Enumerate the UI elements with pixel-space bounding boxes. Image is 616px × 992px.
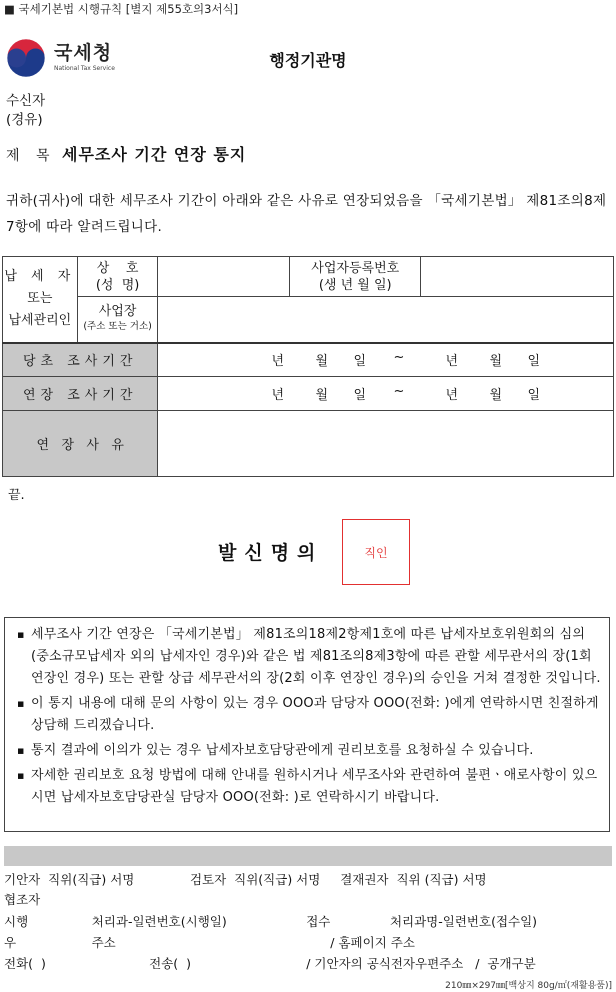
extended-period-label: 연장 조사기간 [3, 377, 158, 411]
taxpayer-label: 납 세 자 [4, 269, 76, 285]
subject-title: 세무조사 기간 연장 통지 [62, 145, 247, 164]
guidance-item: ▪ 이 통지 내용에 대해 문의 사항이 있는 경우 OOO과 담당자 OOO(전화: )에게 연락하시면 친절하게 상담해 드리겠습니다. [17, 693, 601, 737]
date-day: 일 [353, 388, 367, 403]
date-year: 년 [445, 354, 459, 370]
subject-label: 제 목 [6, 148, 56, 164]
date-month: 월 [315, 388, 329, 403]
date-year: 년 [271, 388, 285, 403]
notice-body: 귀하(귀사)에 대한 세무조사 기간이 아래와 같은 사유로 연장되었음을 「국세기본법」 제81조의8제7항에 따라 알려드립니다. [6, 193, 607, 235]
registration-number-field[interactable] [421, 257, 614, 297]
extension-reason-field[interactable] [158, 411, 614, 477]
date-year: 년 [271, 354, 285, 370]
via-label: (경유) [6, 112, 43, 128]
date-tilde: ~ [393, 384, 405, 399]
extended-date-range [158, 384, 613, 403]
paper-spec: 210㎜×297㎜[백상지 80g/㎡(재활용품)] [445, 981, 612, 991]
footer-divider-bar [4, 846, 612, 866]
date-month: 월 [489, 354, 503, 370]
business-name-field[interactable] [158, 257, 290, 297]
extended-period-field[interactable] [158, 377, 614, 411]
sender-name: 발신명의 [218, 542, 324, 564]
footer-issue-line: 시행 처리과-일련번호(시행일) 접수 처리과명-일련번호(접수일) [4, 914, 538, 929]
logo-text-korean: 국세청 [54, 42, 113, 64]
footer-contact-line: 전화( ) 전송( ) / 기안자의 공식전자우편주소 / 공개구분 [4, 956, 536, 971]
original-period-field[interactable] [158, 343, 614, 377]
original-date-range [158, 350, 613, 369]
business-name-label: 상 호 [96, 260, 139, 276]
guidance-item: ▪ 자세한 권리보호 요청 방법에 대해 안내를 원하시거나 세무조사와 관련하여 불편ㆍ애로사항이 있으시면 납세자보호담당관실 담당자 OOO(전화: )로 연락하시기 바랍니다. [17, 765, 601, 809]
date-day: 일 [353, 354, 367, 370]
address-label: (주소 또는 거소) [83, 321, 152, 333]
logo-text-english: National Tax Service [54, 65, 115, 72]
footer-address-line: 우 주소 / 홈페이지 주소 [4, 935, 415, 950]
person-name-label: (성 명) [95, 277, 140, 293]
notice-table [2, 256, 614, 477]
guidance-item: ▪ 통지 결과에 이의가 있는 경우 납세자보호담당관에게 권리보호를 요청하실 수 있습니다. [17, 740, 601, 762]
recipient-block [6, 92, 45, 130]
taxpayer-label-cell [3, 257, 78, 343]
guidance-item: ▪ 세무조사 기간 연장은 「국세기본법」 제81조의18제2항제1호에 따른 납세자보호위원회의 심의(중소규모납세자 외의 납세자인 경우)와 같은 법 제81조의8제3항에 따른 관할 세무관서의 장(1회 연장인 경우) 또는 관할 상급 세무관서의 장(2회 이후 연장인 경우)의 승인을 거쳐 결정한 것입니다. [17, 624, 601, 690]
business-place-label-cell [77, 297, 158, 343]
business-place-label: 사업장 [98, 304, 137, 320]
date-month: 월 [489, 388, 503, 403]
guidance-list [17, 624, 601, 809]
guidance-box [4, 617, 610, 832]
recipient-label: 수신자 [6, 93, 46, 109]
footer-cooperator-line: 협조자 [4, 892, 41, 907]
date-month: 월 [315, 354, 329, 370]
date-year: 년 [445, 388, 459, 403]
registration-number-label: 사업자등록번호 [311, 260, 400, 276]
official-seal-box: 직인 [342, 519, 410, 585]
business-place-field[interactable] [158, 297, 614, 343]
or-label: 또는 [27, 291, 53, 307]
original-period-label: 당초 조사기간 [3, 343, 158, 377]
date-day: 일 [527, 388, 541, 403]
date-tilde: ~ [393, 350, 405, 366]
birth-date-label: (생 년 월 일) [318, 277, 392, 293]
extension-reason-label: 연 장 사 유 [3, 411, 158, 477]
tax-agent-label: 납세관리인 [8, 313, 72, 329]
registration-number-label-cell [290, 257, 421, 297]
business-name-label-cell [77, 257, 158, 297]
date-day: 일 [527, 354, 541, 370]
footer-approval-line: 기안자 직위(직급) 서명 검토자 직위(직급) 서명 결재권자 직위 (직급) 서명 [4, 872, 487, 887]
end-mark: 끝. [8, 488, 25, 503]
form-identifier: ■ 국세기본법 시행규칙 [별지 제55호의3서식] [4, 2, 239, 16]
agency-name: 행정기관명 [269, 51, 347, 70]
